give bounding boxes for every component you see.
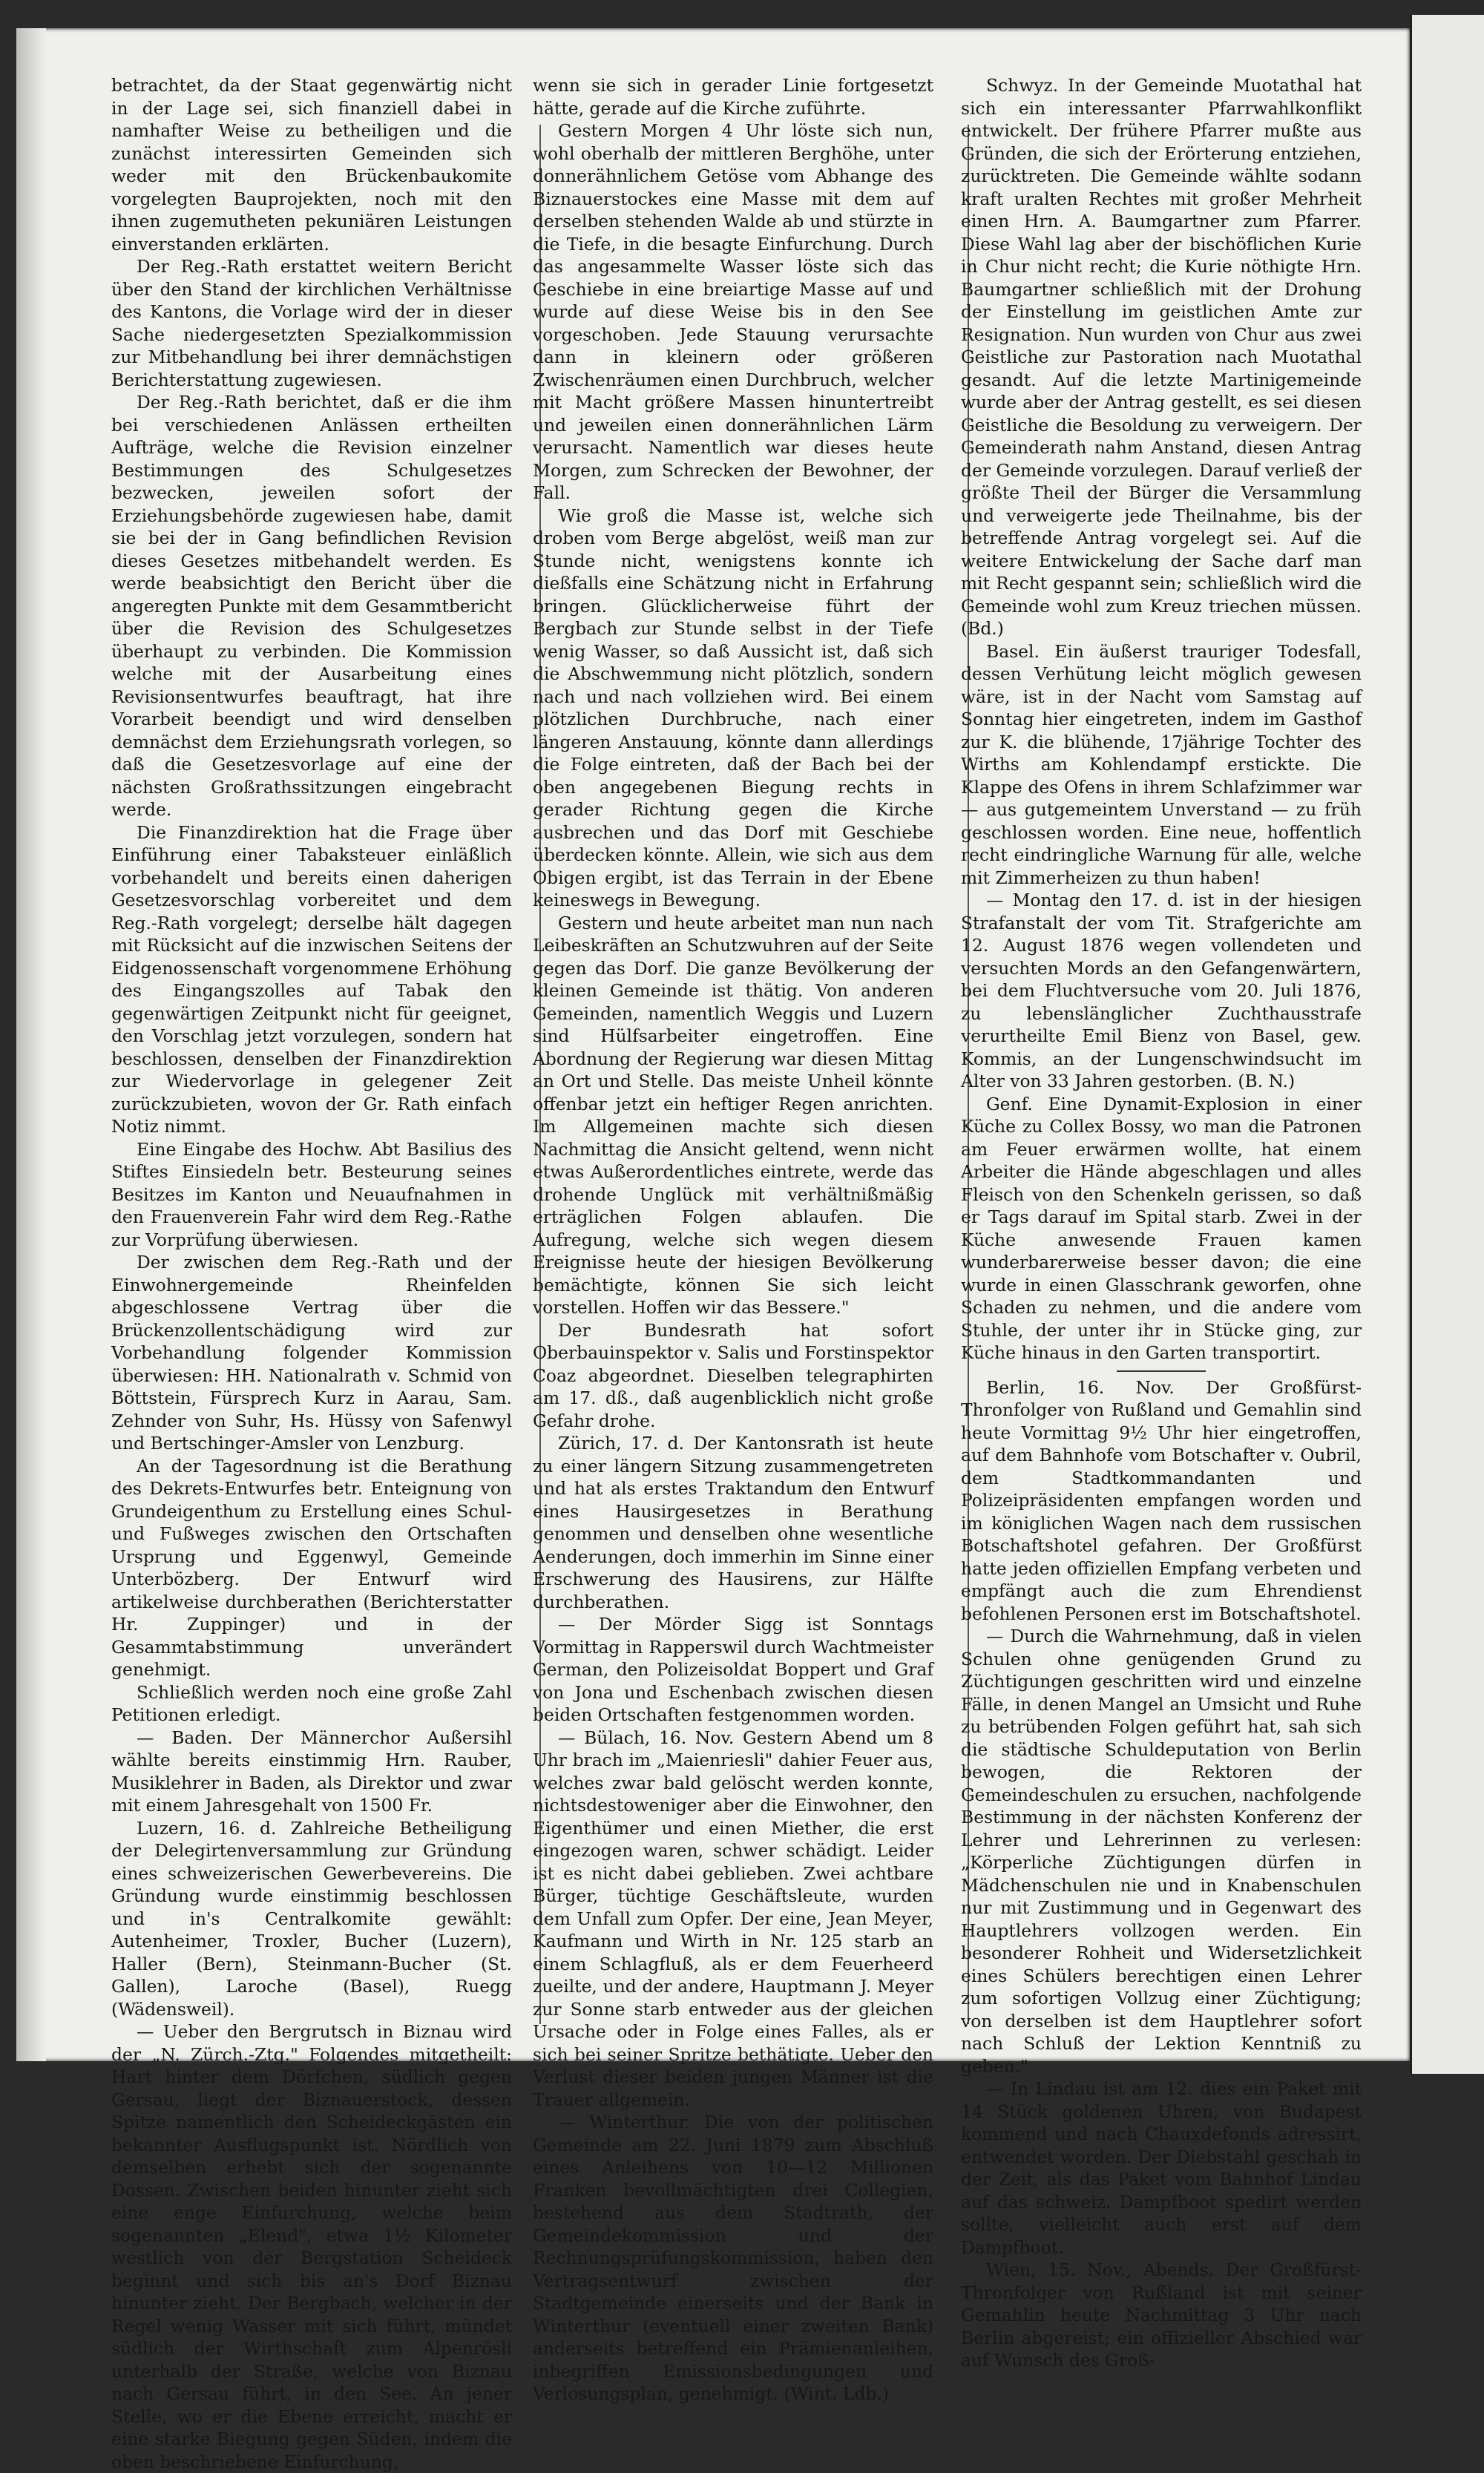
article-paragraph: Die Finanzdirektion hat die Frage über Einführung einer Tabaksteuer einläßlich vorbehandelt und bereits einen daherigen Gesetzesvorschlag vorbereitet und dem Reg.-Rath vorgelegt; derselbe hält dagegen mit Rücksicht auf die inzwischen Seitens der Eidgenossenschaft vorgenommene Erhöhung des Eingangszolles auf Tabak den gegenwärtigen Zeitpunkt nicht für geeignet, den Vorschlag jetzt vorzulegen, sondern hat beschlossen, denselben der Finanzdirektion zur Wiedervorlage in gelegener Zeit zurückzubieten, wovon der Gr. Rath einfach Notiz nimmt. bbox=[111, 821, 512, 1137]
article-paragraph: — Bülach, 16. Nov. Gestern Abend um 8 Uhr brach im „Maienriesli" dahier Feuer aus, welches zwar bald gelöscht werden konnte, nichtsdestoweniger aber die Einwohner, den Eigenthümer und einen Miether, die erst eingezogen waren, schwer schädigt. Leider ist es nicht dabei geblieben. Zwei achtbare Bürger, tüchtige Geschäftsleute, wurden dem Unfall zum Opfer. Der eine, Jean Meyer, Kaufmann und Wirth in Nr. 125 starb an einem Schlagfluß, als er dem Feuerheerd zueilte, und der andere, Hauptmann J. Meyer zur Sonne starb entweder aus der gleichen Ursache oder in Folge eines Falles, als er sich bei seiner Spritze bethätigte. Ueber den Verlust dieser beiden jungen Männer ist die Trauer allgemein. bbox=[533, 1727, 933, 2110]
article-column-3 bbox=[961, 74, 1362, 2372]
article-paragraph: Gestern und heute arbeitet man nun nach Leibeskräften an Schutzwuhren auf der Seite gegen das Dorf. Die ganze Bevölkerung der kleinen Gemeinde ist thätig. Von anderen Gemeinden, namentlich Weggis und Luzern sind Hülfsarbeiter eingetroffen. Eine Abordnung der Regierung war diesen Mittag an Ort und Stelle. Das meiste Unheil könnte offenbar jetzt ein heftiger Regen anrichten. Im Allgemeinen machte sich diesen Nachmittag die Ansicht geltend, wenn nicht etwas Außerordentliches eintrete, werde das drohende Unglück mit verhältnißmäßig erträglichen Folgen ablaufen. Die Aufregung, welche sich wegen diesem Ereignisse heute der hiesigen Bevölkerung bemächtigte, können Sie sich leicht vorstellen. Hoffen wir das Bessere." bbox=[533, 912, 933, 1318]
article-paragraph: Wie groß die Masse ist, welche sich droben vom Berge abgelöst, weiß man zur Stunde nicht, wenigstens konnte ich dießfalls eine Schätzung nicht in Erfahrung bringen. Glücklicherweise führt der Bergbach zur Stunde selbst in der Tiefe wenig Wasser, so daß Aussicht ist, daß sich die Abschwemmung nicht plötzlich, sondern nach und nach vollziehen wird. Bei einem plötzlichen Durchbruche, nach einer längeren Anstauung, könnte dann allerdings die Folge eintreten, daß der Bach bei der oben angegebenen Biegung rechts in gerader Richtung gegen die Kirche ausbrechen und das Dorf mit Geschiebe überdecken könnte. Allein, wie sich aus dem Obigen ergibt, ist das Terrain in der Ebene keineswegs in Bewegung. bbox=[533, 505, 933, 910]
article-paragraph: — Ueber den Bergrutsch in Biznau wird der „N. Zürch.-Ztg." Folgendes mitgetheilt: Hart hinter dem Dörfchen, südlich gegen Gersau, liegt der Biznauerstock, dessen Spitze namentlich den Scheideckgästen ein bekannter Ausflugspunkt ist. Nördlich von demselben erhebt sich der sogenannte Dossen. Zwischen beiden hinunter zieht sich eine enge Einfurchung, welche beim sogenannten „Elend", etwa 1½ Kilometer westlich von der Bergstation Scheideck beginnt und sich bis an's Dorf Biznau hinunter zieht. Der Bergbach, welcher in der Regel wenig Wasser mit sich führt, mündet südlich der Wirthschaft zum Alpenrösli unterhalb der Straße, welche von Biznau nach Gersau führt, in den See. An jener Stelle, wo er die Ebene erreicht, macht er eine starke Biegung gegen Süden, indem die oben beschriebene Einfurchung, bbox=[111, 2021, 512, 2472]
article-paragraph: Der Reg.-Rath erstattet weitern Bericht über den Stand der kirchlichen Verhältnisse des Kantons, die Vorlage wird der in dieser Sache niedergesetzten Spezialkommission zur Mitbehandlung bei ihrer demnächstigen Berichterstattung zugewiesen. bbox=[111, 256, 512, 390]
article-paragraph: Der zwischen dem Reg.-Rath und der Einwohnergemeinde Rheinfelden abgeschlossene Vertrag über die Brückenzollentschädigung wird zur Vorbehandlung folgender Kommission überwiesen: HH. Nationalrath v. Schmid von Böttstein, Fürsprech Kurz in Aarau, Sam. Zehnder von Suhr, Hs. Hüssy von Safenwyl und Bertschinger-Amsler von Lenzburg. bbox=[111, 1252, 512, 1454]
article-paragraph: Der Reg.-Rath berichtet, daß er die ihm bei verschiedenen Anlässen ertheilten Aufträge, welche die Revision einzelner Bestimmungen des Schulgesetzes bezwecken, jeweilen sofort der Erziehungsbehörde zugewiesen habe, damit sie bei der in Gang befindlichen Revision dieses Gesetzes mitbehandelt werden. Es werde beabsichtigt den Bericht über die angeregten Punkte mit dem Gesammtbericht über die Revision des Schulgesetzes überhaupt zu verbinden. Die Kommission welche mit der Ausarbeitung eines Revisionsentwurfes beauftragt, hat ihre Vorarbeit beendigt und wird denselben demnächst dem Erziehungsrath vorlegen, so daß die Gesetzesvorlage auf eine der nächsten Großrathssitzungen eingebracht werde. bbox=[111, 392, 512, 820]
article-paragraph: An der Tagesordnung ist die Berathung des Dekrets-Entwurfes betr. Enteignung von Grundeigenthum zu Erstellung eines Schul- und Fußweges zwischen den Ortschaften Ursprung und Eggenwyl, Gemeinde Unterbözberg. Der Entwurf wird artikelweise durchberathen (Berichterstatter Hr. Zuppinger) und in der Gesammtabstimmung unverändert genehmigt. bbox=[111, 1455, 512, 1680]
article-paragraph: Basel. Ein äußerst trauriger Todesfall, dessen Verhütung leicht möglich gewesen wäre, ist in der Nacht vom Samstag auf Sonntag hier eingetreten, indem im Gasthof zur K. die blühende, 17jährige Tochter des Wirths am Kohlendampf erstickte. Die Klappe des Ofens in ihrem Schlafzimmer war — aus gutgemeintem Unverstand — zu früh geschlossen worden. Eine neue, hoffentlich recht eindringliche Warnung für alle, welche mit Zimmerheizen zu thun haben! bbox=[961, 640, 1362, 888]
article-paragraph: Der Bundesrath hat sofort Oberbauinspektor v. Salis und Forstinspektor Coaz abgeordnet. Dieselben telegraphirten am 17. dß., daß augenblicklich nicht große Gefahr drohe. bbox=[533, 1319, 933, 1431]
article-column-2 bbox=[533, 74, 933, 2405]
article-paragraph: Luzern, 16. d. Zahlreiche Betheiligung der Delegirtenversammlung zur Gründung eines schweizerischen Gewerbevereins. Die Gründung wurde einstimmig beschlossen und in's Centralkomite gewählt: Autenheimer, Troxler, Bucher (Luzern), Haller (Bern), Steinmann-Bucher (St. Gallen), Laroche (Basel), Ruegg (Wädensweil). bbox=[111, 1817, 512, 2020]
article-paragraph: Schließlich werden noch eine große Zahl Petitionen erledigt. bbox=[111, 1681, 512, 1725]
article-paragraph: Eine Eingabe des Hochw. Abt Basilius des Stiftes Einsiedeln betr. Besteurung seines Besitzes im Kanton und Neuaufnahmen in den Frauenverein Fahr wird dem Reg.-Rathe zur Vorprüfung überwiesen. bbox=[111, 1138, 512, 1250]
article-paragraph: Genf. Eine Dynamit-Explosion in einer Küche zu Collex Bossy, wo man die Patronen am Feuer erwärmen wollte, hat einem Arbeiter die Hände abgeschlagen und alles Fleisch von den Schenkeln gerissen, so daß er Tags darauf im Spital starb. Zwei in der Küche anwesende Frauen kamen wunderbarerweise besser davon; die eine wurde in einen Glasschrank geworfen, ohne Schaden zu nehmen, und die andere vom Stuhle, der unter ihr in Stücke ging, zur Küche hinaus in den Garten transportirt. bbox=[961, 1093, 1362, 1363]
article-paragraph: — Durch die Wahrnehmung, daß in vielen Schulen ohne genügenden Grund zu Züchtigungen geschritten wird und einzelne Fälle, in denen Mangel an Umsicht und Ruhe zu betrübenden Folgen geführt hat, sah sich die städtische Schuldeputation von Berlin bewogen, die Rektoren der Gemeindeschulen zu ersuchen, nachfolgende Bestimmung in der nächsten Konferenz der Lehrer und Lehrerinnen zu verlesen: „Körperliche Züchtigungen dürfen in Mädchenschulen nie und in Knabenschulen nur mit Zustimmung und in Gegenwart des Hauptlehrers vollzogen werden. Ein besonderer Rohheit und Widersetzlichkeit eines Schülers berechtigen einen Lehrer zum sofortigen Vollzug einer Züchtigung; von derselben ist dem Hauptlehrer sofort nach Schluß der Lektion Kenntniß zu geben." bbox=[961, 1626, 1362, 2077]
binding-gutter bbox=[16, 28, 46, 2061]
article-paragraph: Berlin, 16. Nov. Der Großfürst-Thronfolger von Rußland und Gemahlin sind heute Vormittag 9½ Uhr hier eingetroffen, auf dem Bahnhofe vom Botschafter v. Oubril, dem Stadtkommandanten und Polizeipräsidenten empfangen worden und im königlichen Wagen nach dem russischen Botschaftshotel gefahren. Der Großfürst hatte jeden offiziellen Empfang verbeten und empfängt auch die zum Ehrendienst befohlenen Personen erst im Botschaftshotel. bbox=[961, 1376, 1362, 1624]
article-paragraph: Zürich, 17. d. Der Kantonsrath ist heute zu einer längern Sitzung zusammengetreten und hat als erstes Traktandum den Entwurf eines Hausirgesetzes in Berathung genommen und denselben ohne wesentliche Aenderungen, doch immerhin im Sinne einer Erschwerung des Hausirens, zur Hälfte durchberathen. bbox=[533, 1433, 933, 1612]
article-column-1 bbox=[111, 74, 512, 2473]
article-paragraph: wenn sie sich in gerader Linie fortgesetzt hätte, gerade auf die Kirche zuführte. bbox=[533, 75, 933, 119]
article-paragraph: betrachtet, da der Staat gegenwärtig nicht in der Lage sei, sich finanziell dabei in namhafter Weise zu betheiligen und die zunächst interessirten Gemeinden sich weder mit den Brückenbaukomite vorgelegten Bauprojekten, noch mit den ihnen zugemutheten pekuniären Leistungen einverstanden erklärten. bbox=[111, 75, 512, 254]
article-paragraph: Wien, 15. Nov., Abends. Der Großfürst-Thronfolger von Rußland ist mit seiner Gemahlin heute Nachmittag 3 Uhr nach Berlin abgereist; ein offizieller Abschied war auf Wunsch des Groß- bbox=[961, 2259, 1362, 2371]
article-paragraph: — Der Mörder Sigg ist Sonntags Vormittag in Rapperswil durch Wachtmeister German, den Polizeisoldat Boppert und Graf von Jona und Eschenbach zwischen diesen beiden Ortschaften festgenommen worden. bbox=[533, 1614, 933, 1725]
section-separator bbox=[1117, 1370, 1206, 1372]
adjacent-page-edge bbox=[1410, 15, 1484, 2074]
article-paragraph: — In Lindau ist am 12. dies ein Paket mit 14 Stück goldenen Uhren, von Budapest kommend und nach Chauxdefonds adressirt, entwendet worden. Der Diebstahl geschah in der Zeit, als das Paket vom Bahnhof Lindau auf das schweiz. Dampfboot spedirt werden sollte, vielleicht auch erst auf dem Dampfboot. bbox=[961, 2078, 1362, 2258]
article-paragraph: — Baden. Der Männerchor Außersihl wählte bereits einstimmig Hrn. Rauber, Musiklehrer in Baden, als Direktor und zwar mit einem Jahresgehalt von 1500 Fr. bbox=[111, 1727, 512, 1816]
article-paragraph: — Montag den 17. d. ist in der hiesigen Strafanstalt der vom Tit. Strafgerichte am 12. August 1876 wegen vollendeten und versuchten Mords an den Gefangenwärtern, bei dem Fluchtversuche vom 20. Juli 1876, zu lebenslänglicher Zuchthausstrafe verurtheilte Emil Bienz von Basel, gew. Kommis, an der Lungenschwindsucht im Alter von 33 Jahren gestorben. (B. N.) bbox=[961, 890, 1362, 1091]
article-paragraph: Schwyz. In der Gemeinde Muotathal hat sich ein interessanter Pfarrwahlkonflikt entwickelt. Der frühere Pfarrer mußte aus Gründen, die sich der Erörterung entziehen, zurücktreten. Die Gemeinde wählte sodann kraft uralten Rechtes mit großer Mehrheit einen Hrn. A. Baumgartner zum Pfarrer. Diese Wahl lag aber der bischöflichen Kurie in Chur nicht recht; die Kurie nöthigte Hrn. Baumgartner schließlich mit der Drohung der Einstellung im geistlichen Amte zur Resignation. Nun wurden von Chur aus zwei Geistliche zur Pastoration nach Muotathal gesandt. Auf die letzte Martinigemeinde wurde aber der Antrag gestellt, es sei diesen Geistliche die Besoldung zu verweigern. Der Gemeinderath nahm Anstand, diesen Antrag der Gemeinde vorzulegen. Darauf verließ der größte Theil der Bürger die Versammlung und verweigerte jede Theilnahme, bis der betreffende Antrag vorgelegt sei. Auf die weitere Entwickelung der Sache darf man mit Recht gespannt sein; schließlich wird die Gemeinde wohl zum Kreuz triechen müssen. (Bd.) bbox=[961, 75, 1362, 639]
article-paragraph: Gestern Morgen 4 Uhr löste sich nun, wohl oberhalb der mittleren Berghöhe, unter donnerähnlichem Getöse vom Abhange des Biznauerstockes eine Masse mit dem auf derselben stehenden Walde ab und stürzte in die Tiefe, in die besagte Einfurchung. Durch das angesammelte Wasser löste sich das Geschiebe in eine breiartige Masse auf und wurde auf diese Weise bis in den See vorgeschoben. Jede Stauung verursachte dann in kleinern oder größeren Zwischenräumen einen Durchbruch, welcher mit Macht größere Massen hinuntertreibt und jeweilen einen donnerähnlichen Lärm verursacht. Namentlich war dieses heute Morgen, zum Schrecken der Bewohner, der Fall. bbox=[533, 120, 933, 503]
article-paragraph: — Winterthur. Die von der politischen Gemeinde am 22. Juni 1879 zum Abschluß eines Anleihens von 10—12 Millionen Franken bevollmächtigten drei Collegien, bestehend aus dem Stadtrath, der Gemeindekommission und der Rechnungsprüfungskommission, haben den Vertragsentwurf zwischen der Stadtgemeinde einerseits und der Bank in Winterthur (eventuell einer zweiten Bank) anderseits betreffend ein Prämienanleihen, inbegriffen Emissionsbedingungen und Verlosungsplan, genehmigt. (Wint. Ldb.) bbox=[533, 2112, 933, 2404]
